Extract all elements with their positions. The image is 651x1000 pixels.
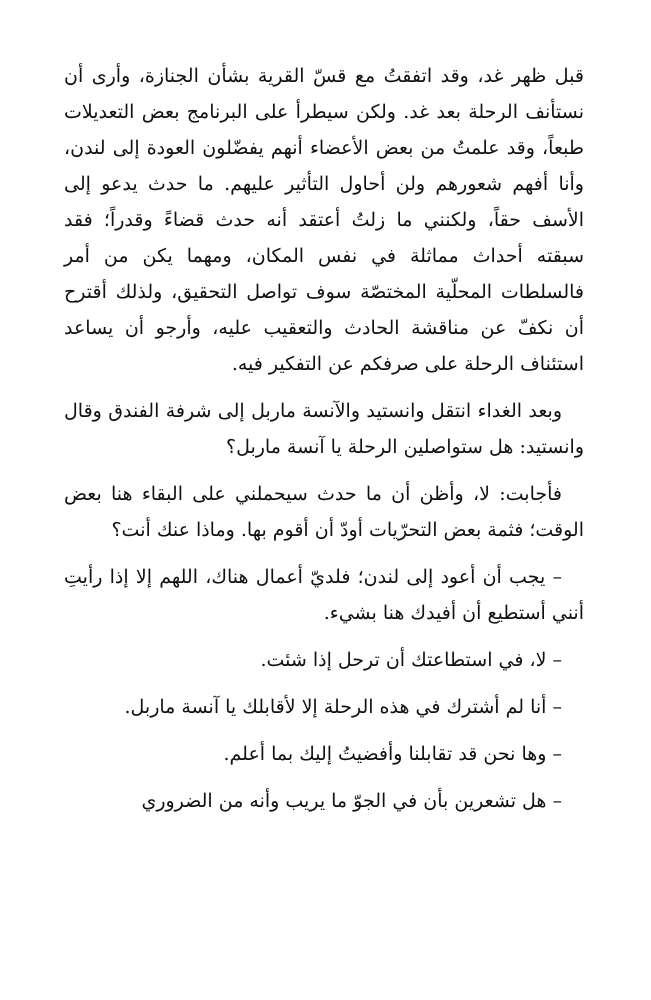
paragraph-after-lunch: وبعد الغداء انتقل وانستيد والآنسة ماربل إلى شرفة الفندق وقال وانستيد: هل ستواصلين الرحلة يا آنسة ماربل؟ — [64, 400, 584, 458]
paragraph-marple-reply: فأجابت: لا، وأظن أن ما حدث سيحملني على البقاء هنا بعض الوقت؛ فثمة بعض التحرّيات أودّ أن أقوم بها. وماذا عنك أنت؟ — [64, 483, 584, 541]
dialogue-line-we-met: – وها نحن قد تقابلنا وأفضيتُ إليك بما أعلم. — [223, 743, 562, 765]
dialogue-line-joined-trip: – أنا لم أشترك في هذه الرحلة إلا لأقابلك يا آنسة ماربل. — [124, 696, 562, 718]
dialogue-line-return-london: – يجب أن أعود إلى لندن؛ فلديّ أعمال هناك، اللهم إلا إذا رأيتِ أنني أستطيع أن أفيدك هنا بشيء. — [64, 566, 584, 624]
book-page — [64, 58, 584, 830]
dialogue-line-you-may-leave: – لا، في استطاعتك أن ترحل إذا شئت. — [260, 649, 562, 671]
paragraph-funeral-announcement: قبل ظهر غد، وقد اتفقتُ مع قسّ القرية بشأن الجنازة، وأرى أن نستأنف الرحلة بعد غد. ولكن سيطرأ على البرنامج بعض التعديلات طبعاً، وقد علمتُ من بعض الأعضاء أنهم يفضّلون العودة إلى لندن، وأنا أفهم شعورهم ولن أحاول التأثير عليهم. ما حدث يدعو إلى الأسف حقاً، ولكنني ما زلتُ أعتقد أنه حدث قضاءً وقدراً؛ فقد سبقته أحداث مماثلة في نفس المكان، ومهما يكن من أمر فالسلطات المحلّية المختصّة سوف تواصل التحقيق، ولذلك أقترح أن نكفّ عن مناقشة الحادث والتعقيب عليه، وأرجو أن يساعد استئناف الرحلة على صرفكم عن التفكير فيه. — [64, 65, 584, 375]
dialogue-line-suspicion: – هل تشعرين بأن في الجوّ ما يريب وأنه من الضروري — [141, 790, 562, 812]
